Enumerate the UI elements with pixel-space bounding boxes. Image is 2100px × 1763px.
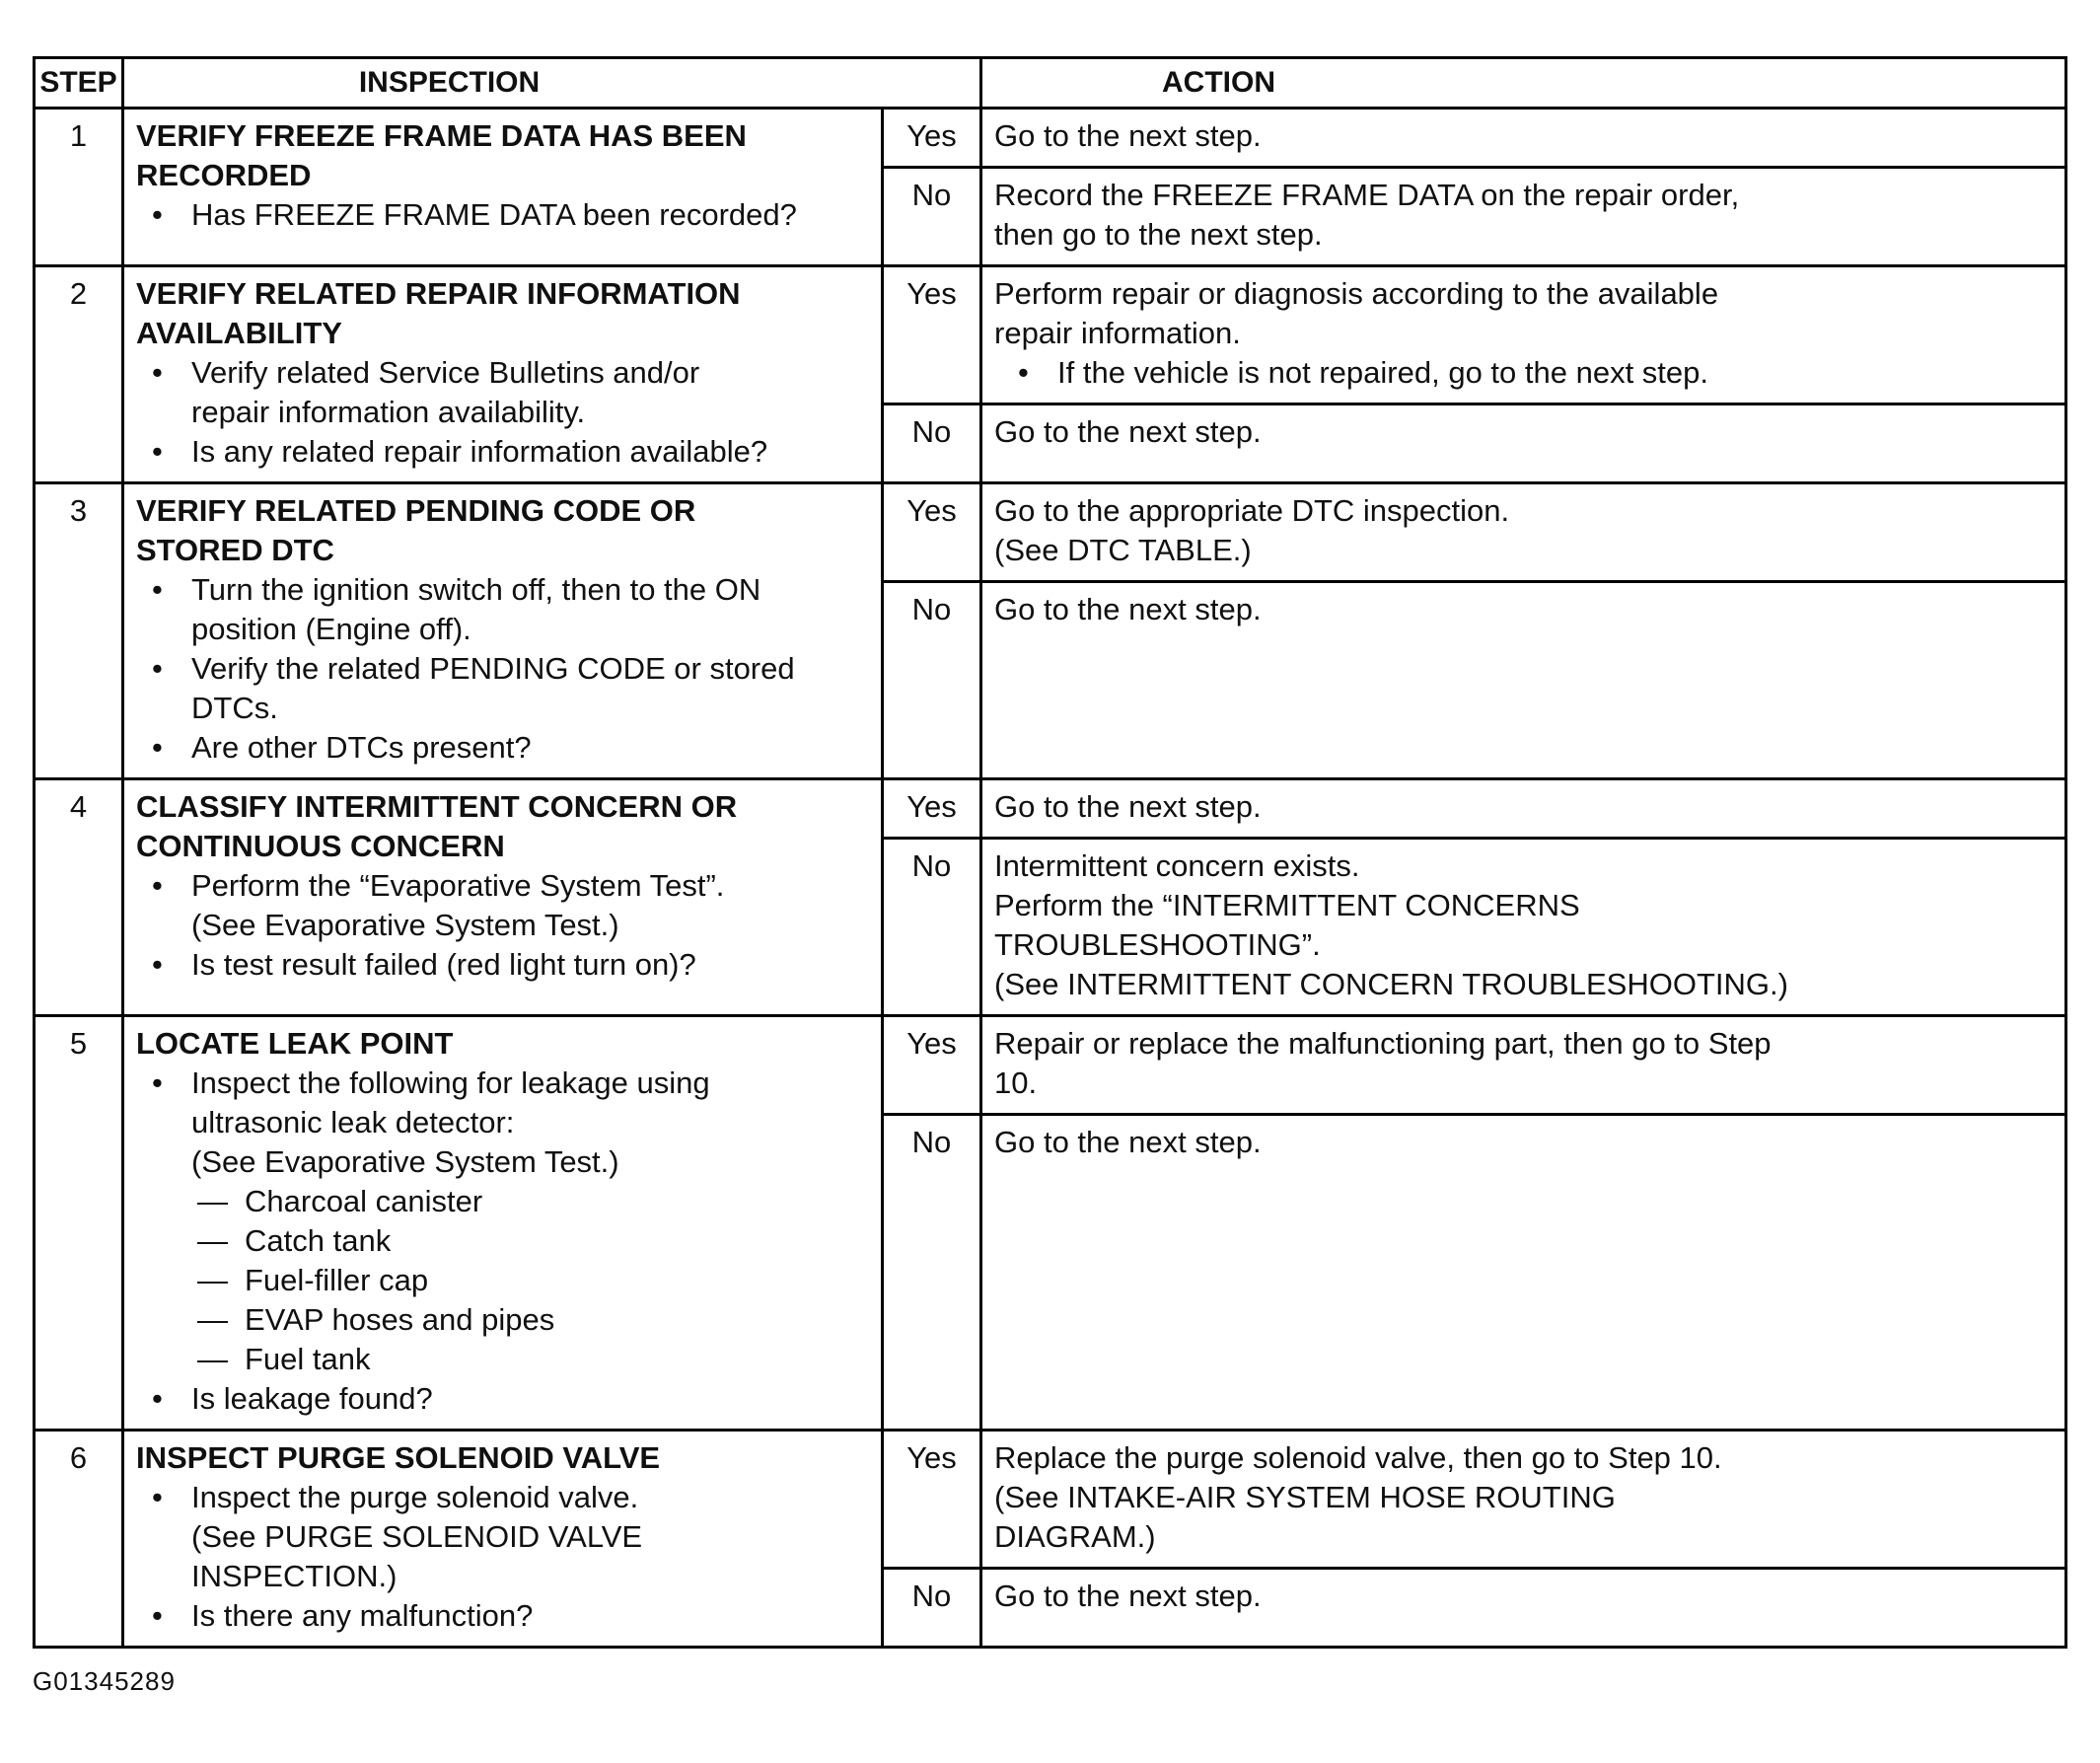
item-text xyxy=(994,491,2051,570)
text-line: VERIFY RELATED REPAIR INFORMATION xyxy=(136,276,741,311)
inspection-item xyxy=(136,866,871,945)
text-line: VERIFY FREEZE FRAME DATA HAS BEEN xyxy=(136,118,747,153)
step-number: 3 xyxy=(36,484,124,777)
text-line: Repair or replace the malfunctioning part, then go to Step xyxy=(994,1026,1772,1061)
inspection-item xyxy=(136,195,871,235)
item-text xyxy=(994,787,2051,827)
bullet-icon: • xyxy=(152,1381,163,1416)
item-text xyxy=(994,176,2051,255)
text-line: Perform repair or diagnosis according to the available xyxy=(994,276,1719,311)
bullet-icon: • xyxy=(1018,355,1029,390)
text-line: (See INTAKE-AIR SYSTEM HOSE ROUTING xyxy=(994,1480,1616,1514)
text-line: RECORDED xyxy=(136,158,312,192)
item-text xyxy=(994,274,2051,353)
item-text xyxy=(994,1024,2051,1103)
text-line: (See PURGE SOLENOID VALVE xyxy=(191,1519,643,1554)
inspection-item xyxy=(136,1379,871,1419)
inspection-item xyxy=(136,945,871,985)
text-line: Verify the related PENDING CODE or stored xyxy=(191,651,795,686)
bullet-icon: • xyxy=(152,1598,163,1633)
item-text xyxy=(994,1123,2051,1162)
text-line: Charcoal canister xyxy=(245,1184,483,1218)
item-text xyxy=(191,1379,871,1419)
item-text xyxy=(245,1261,871,1300)
text-line: Go to the next step. xyxy=(994,1125,1262,1159)
inspection-cell xyxy=(124,484,884,777)
step-number: 2 xyxy=(36,267,124,481)
text-line: Turn the ignition switch off, then to the ON xyxy=(191,572,761,607)
item-text xyxy=(191,353,871,432)
action-item xyxy=(994,1123,2051,1162)
text-line: Record the FREEZE FRAME DATA on the repair order, xyxy=(994,178,1740,212)
troubleshooting-table xyxy=(33,56,2067,1649)
action-item xyxy=(994,491,2051,570)
action-item xyxy=(994,846,2051,1004)
yes-action-cell xyxy=(982,1017,2064,1116)
text-line: ultrasonic leak detector: xyxy=(191,1105,515,1139)
item-text xyxy=(191,1596,871,1636)
item-text xyxy=(245,1221,871,1261)
bullet-icon: • xyxy=(152,868,163,903)
yes-action-cell xyxy=(982,110,2064,169)
item-text xyxy=(191,570,871,649)
text-line: Is test result failed (red light turn on)? xyxy=(191,947,696,982)
action-item xyxy=(994,353,2051,393)
yes-label-cell: Yes xyxy=(884,267,982,405)
bullet-icon: • xyxy=(152,434,163,469)
text-line: (See Evaporative System Test.) xyxy=(191,908,619,942)
action-column-header: ACTION xyxy=(1162,66,1275,99)
text-line: Fuel-filler cap xyxy=(245,1263,429,1297)
text-line: Catch tank xyxy=(245,1223,392,1258)
inspection-title xyxy=(136,116,871,195)
item-text xyxy=(191,195,871,235)
bullet-icon: • xyxy=(152,197,163,232)
inspection-item xyxy=(136,649,871,728)
text-line: Fuel tank xyxy=(245,1342,371,1376)
item-text xyxy=(994,1438,2051,1557)
text-line: Perform the “INTERMITTENT CONCERNS xyxy=(994,888,1580,922)
step-number: 5 xyxy=(36,1017,124,1429)
steps-body xyxy=(36,110,2064,1646)
text-line: Go to the next step. xyxy=(994,592,1262,626)
text-line: position (Engine off). xyxy=(191,612,471,646)
text-line: Is there any malfunction? xyxy=(191,1598,534,1633)
text-line: INSPECT PURGE SOLENOID VALVE xyxy=(136,1440,661,1475)
text-line: STORED DTC xyxy=(136,533,334,567)
inspection-item xyxy=(136,432,871,472)
text-line: (See INTERMITTENT CONCERN TROUBLESHOOTING.) xyxy=(994,967,1788,1001)
bullet-icon: • xyxy=(152,651,163,686)
no-label-cell: No xyxy=(884,1116,982,1429)
text-line: Are other DTCs present? xyxy=(191,730,532,765)
inspection-item xyxy=(136,728,871,768)
text-line: VERIFY RELATED PENDING CODE OR xyxy=(136,493,696,528)
inspection-item xyxy=(136,1340,871,1379)
step-row xyxy=(36,484,2064,780)
text-line: CONTINUOUS CONCERN xyxy=(136,829,505,863)
inspection-item xyxy=(136,1261,871,1300)
inspection-item xyxy=(136,1478,871,1596)
inspection-item xyxy=(136,1064,871,1182)
no-action-cell xyxy=(982,583,2064,777)
inspection-title xyxy=(136,1438,871,1478)
no-label-cell: No xyxy=(884,405,982,481)
text-line: 10. xyxy=(994,1065,1038,1100)
inspection-title xyxy=(136,1024,871,1064)
inspection-item xyxy=(136,1300,871,1340)
action-item xyxy=(994,1024,2051,1103)
text-line: Intermittent concern exists. xyxy=(994,848,1360,883)
inspection-cell xyxy=(124,110,884,264)
text-line: Go to the next step. xyxy=(994,1579,1262,1613)
no-label-cell: No xyxy=(884,1570,982,1646)
dash-icon: — xyxy=(197,1184,228,1218)
text-line: Is leakage found? xyxy=(191,1381,433,1416)
dash-icon: — xyxy=(197,1263,228,1297)
yes-label-cell: Yes xyxy=(884,1017,982,1116)
text-line: Is any related repair information available? xyxy=(191,434,768,469)
yes-action-cell xyxy=(982,484,2064,583)
dash-icon: — xyxy=(197,1342,228,1376)
text-line: Go to the next step. xyxy=(994,118,1262,153)
no-action-cell xyxy=(982,1570,2064,1646)
item-text xyxy=(994,412,2051,452)
text-line: EVAP hoses and pipes xyxy=(245,1302,555,1337)
inspection-cell xyxy=(124,780,884,1014)
text-line: (See Evaporative System Test.) xyxy=(191,1144,619,1179)
item-text xyxy=(191,649,871,728)
item-text xyxy=(245,1182,871,1221)
bullet-icon: • xyxy=(152,730,163,765)
text-line: CLASSIFY INTERMITTENT CONCERN OR xyxy=(136,789,738,824)
step-row xyxy=(36,780,2064,1017)
action-item xyxy=(994,176,2051,255)
text-line: DIAGRAM.) xyxy=(994,1519,1156,1554)
item-text xyxy=(245,1340,871,1379)
no-action-cell xyxy=(982,840,2064,1014)
item-text xyxy=(191,945,871,985)
action-item xyxy=(994,116,2051,156)
no-label-cell: No xyxy=(884,169,982,264)
item-text xyxy=(994,1577,2051,1616)
yes-label-cell: Yes xyxy=(884,780,982,840)
inspection-item xyxy=(136,1596,871,1636)
text-line: Perform the “Evaporative System Test”. xyxy=(191,868,725,903)
text-line: repair information. xyxy=(994,316,1241,350)
no-action-cell xyxy=(982,1116,2064,1429)
action-item xyxy=(994,1577,2051,1616)
no-action-cell xyxy=(982,169,2064,264)
bullet-icon: • xyxy=(152,947,163,982)
no-action-cell xyxy=(982,405,2064,481)
text-line: INSPECTION.) xyxy=(191,1559,398,1593)
step-column-header: STEP xyxy=(36,59,124,107)
text-line: Replace the purge solenoid valve, then go to Step 10. xyxy=(994,1440,1722,1475)
inspection-item xyxy=(136,570,871,649)
table-header-row xyxy=(36,59,2064,110)
yes-label-cell: Yes xyxy=(884,1432,982,1570)
step-row xyxy=(36,110,2064,267)
inspection-cell xyxy=(124,1017,884,1429)
dash-icon: — xyxy=(197,1302,228,1337)
text-line: Go to the next step. xyxy=(994,414,1262,449)
step-row xyxy=(36,1017,2064,1432)
text-line: Inspect the purge solenoid valve. xyxy=(191,1480,639,1514)
item-text xyxy=(191,432,871,472)
text-line: then go to the next step. xyxy=(994,217,1323,252)
item-text xyxy=(191,728,871,768)
action-item xyxy=(994,787,2051,827)
action-item xyxy=(994,590,2051,629)
inspection-item xyxy=(136,353,871,432)
text-line: AVAILABILITY xyxy=(136,316,342,350)
inspection-title xyxy=(136,274,871,353)
inspection-item xyxy=(136,1182,871,1221)
text-line: TROUBLESHOOTING”. xyxy=(994,927,1321,962)
text-line: (See DTC TABLE.) xyxy=(994,533,1252,567)
inspection-title xyxy=(136,491,871,570)
inspection-item xyxy=(136,1221,871,1261)
no-label-cell: No xyxy=(884,583,982,777)
inspection-cell xyxy=(124,267,884,481)
yes-label-cell: Yes xyxy=(884,484,982,583)
step-number: 4 xyxy=(36,780,124,1014)
no-label-cell: No xyxy=(884,840,982,1014)
yes-action-cell xyxy=(982,1432,2064,1570)
figure-code: G01345289 xyxy=(33,1666,176,1696)
text-line: repair information availability. xyxy=(191,395,586,429)
inspection-cell xyxy=(124,1432,884,1646)
item-text xyxy=(994,846,2051,1004)
item-text xyxy=(1057,353,2051,393)
step-number: 1 xyxy=(36,110,124,264)
action-item xyxy=(994,412,2051,452)
item-text xyxy=(191,866,871,945)
inspection-title xyxy=(136,787,871,866)
text-line: LOCATE LEAK POINT xyxy=(136,1026,454,1061)
bullet-icon: • xyxy=(152,572,163,607)
bullet-icon: • xyxy=(152,355,163,390)
action-item xyxy=(994,274,2051,353)
step-row xyxy=(36,1432,2064,1646)
item-text xyxy=(191,1064,871,1182)
dash-icon: — xyxy=(197,1223,228,1258)
yes-action-cell xyxy=(982,780,2064,840)
step-row xyxy=(36,267,2064,484)
item-text xyxy=(245,1300,871,1340)
text-line: Inspect the following for leakage using xyxy=(191,1065,710,1100)
text-line: If the vehicle is not repaired, go to the next step. xyxy=(1057,355,1709,390)
item-text xyxy=(994,590,2051,629)
step-number: 6 xyxy=(36,1432,124,1646)
bullet-icon: • xyxy=(152,1480,163,1514)
text-line: Verify related Service Bulletins and/or xyxy=(191,355,700,390)
bullet-icon: • xyxy=(152,1065,163,1100)
inspection-column-header: INSPECTION xyxy=(124,59,982,107)
text-line: DTCs. xyxy=(191,691,278,725)
item-text xyxy=(191,1478,871,1596)
text-line: Has FREEZE FRAME DATA been recorded? xyxy=(191,197,797,232)
yes-action-cell xyxy=(982,267,2064,405)
text-line: Go to the next step. xyxy=(994,789,1262,824)
yes-label-cell: Yes xyxy=(884,110,982,169)
action-item xyxy=(994,1438,2051,1557)
text-line: Go to the appropriate DTC inspection. xyxy=(994,493,1510,528)
item-text xyxy=(994,116,2051,156)
